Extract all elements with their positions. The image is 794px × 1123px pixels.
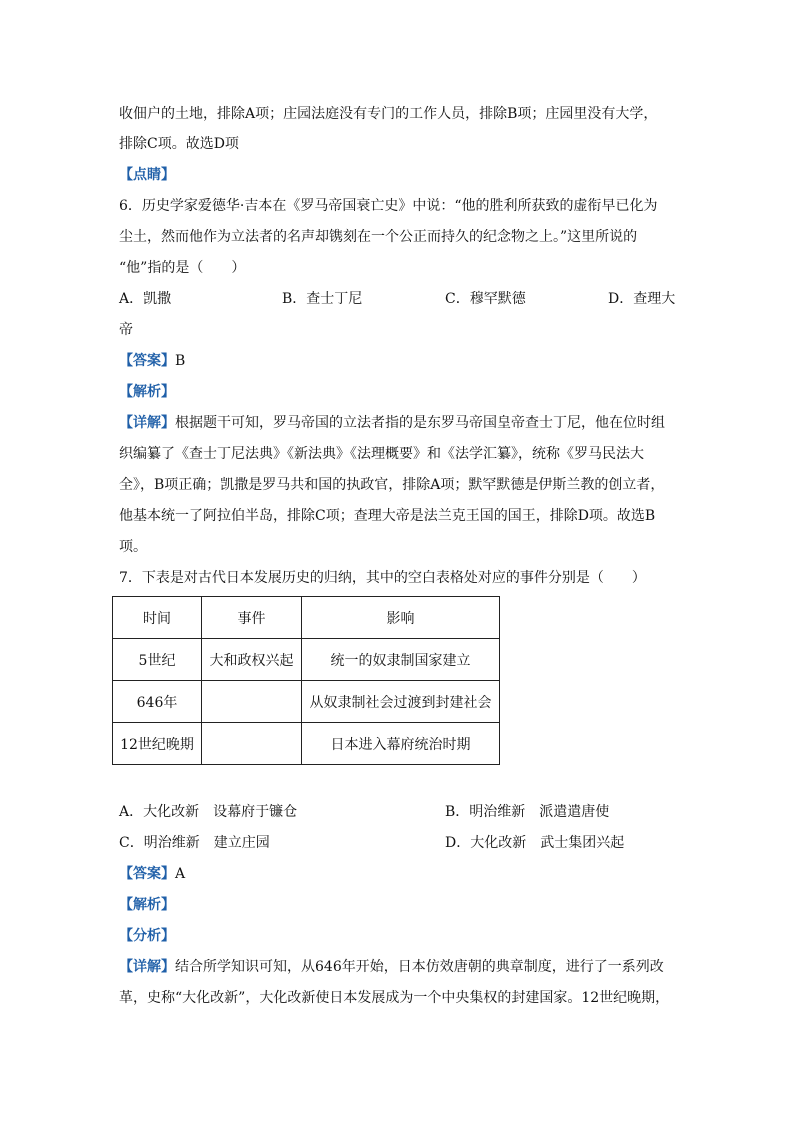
q6-detail: 他基本统一了阿拉伯半岛，排除C项；查理大帝是法兰克王国的国王，排除D项。故选B [119, 508, 656, 524]
paragraph-line: 排除C项。故选D项 [119, 136, 239, 152]
q7-analysis-tag: 【解析】 [119, 897, 175, 913]
section-tag-dianjing: 【点睛】 [119, 167, 175, 183]
table-row [113, 723, 500, 765]
q7-detail: 革，史称“大化改新”，大化改新使日本发展成为一个中央集权的封建国家。12世纪晚期， [119, 990, 670, 1006]
answer-tag: 【答案】 [119, 866, 175, 882]
detail-tag: 【详解】 [119, 959, 175, 975]
q6-detail: 项。 [119, 539, 147, 555]
table-header: 影响 [302, 597, 500, 639]
table-cell-blank [202, 723, 302, 765]
q7-option-d: D．大化改新 武士集团兴起 [445, 835, 625, 851]
table-cell: 646年 [113, 681, 202, 723]
question-6-stem: 6．历史学家爱德华·吉本在《罗马帝国衰亡史》中说：“他的胜利所获致的虚衔早已化为 [119, 198, 658, 214]
table-row [113, 681, 500, 723]
q7-option-b: B．明治维新 派遣遣唐使 [445, 804, 610, 820]
q6-detail: 织编纂了《查士丁尼法典》《新法典》《法理概要》和《法学汇纂》，统称《罗马民法大 [119, 446, 644, 462]
q6-option-c: C．穆罕默德 [445, 291, 526, 307]
q6-option-b: B．查士丁尼 [282, 291, 363, 307]
question-6-stem: “他”指的是（ ） [119, 260, 246, 276]
table-cell: 12世纪晚期 [113, 723, 202, 765]
answer-value: A [175, 866, 186, 882]
q6-answer [119, 351, 185, 371]
detail-text: 结合所学知识可知，从646年开始，日本仿效唐朝的典章制度，进行了一系列改 [175, 959, 664, 975]
table-cell: 统一的奴隶制国家建立 [302, 639, 500, 681]
detail-tag: 【详解】 [119, 415, 175, 431]
q7-option-c: C．明治维新 建立庄园 [119, 835, 270, 851]
q7-fenxi-tag: 【分析】 [119, 928, 175, 944]
q7-option-a: A．大化改新 设幕府于镰仓 [119, 804, 298, 820]
paragraph-line: 收佃户的土地，排除A项；庄园法庭没有专门的工作人员，排除B项；庄园里没有大学， [119, 106, 658, 122]
table-header: 时间 [113, 597, 202, 639]
table-cell: 从奴隶制社会过渡到封建社会 [302, 681, 500, 723]
table-header: 事件 [202, 597, 302, 639]
q7-detail [119, 957, 664, 977]
answer-value: B [175, 353, 186, 369]
q6-detail: 全》，B项正确；凯撒是罗马共和国的执政官，排除A项；默罕默德是伊斯兰教的创立者， [119, 477, 665, 493]
q6-detail [119, 413, 665, 433]
q6-option-a: A．凯撒 [119, 291, 172, 307]
table-header-row [113, 597, 500, 639]
table-cell: 5世纪 [113, 639, 202, 681]
q6-option-d: D．查理大 [608, 291, 676, 307]
q6-option-d-wrap: 帝 [119, 322, 133, 338]
answer-tag: 【答案】 [119, 353, 175, 369]
table-cell: 大和政权兴起 [202, 639, 302, 681]
q6-analysis-tag: 【解析】 [119, 384, 175, 400]
japan-history-table [112, 596, 500, 765]
question-7-stem: 7．下表是对古代日本发展历史的归纳，其中的空白表格处对应的事件分别是（ ） [119, 570, 646, 586]
table-row [113, 639, 500, 681]
question-6-stem: 尘土，然而他作为立法者的名声却镌刻在一个公正而持久的纪念物之上。”这里所说的 [119, 229, 638, 245]
table-cell-blank [202, 681, 302, 723]
q7-answer [119, 864, 185, 884]
detail-text: 根据题干可知，罗马帝国的立法者指的是东罗马帝国皇帝查士丁尼，他在位时组 [175, 415, 665, 431]
table-cell: 日本进入幕府统治时期 [302, 723, 500, 765]
